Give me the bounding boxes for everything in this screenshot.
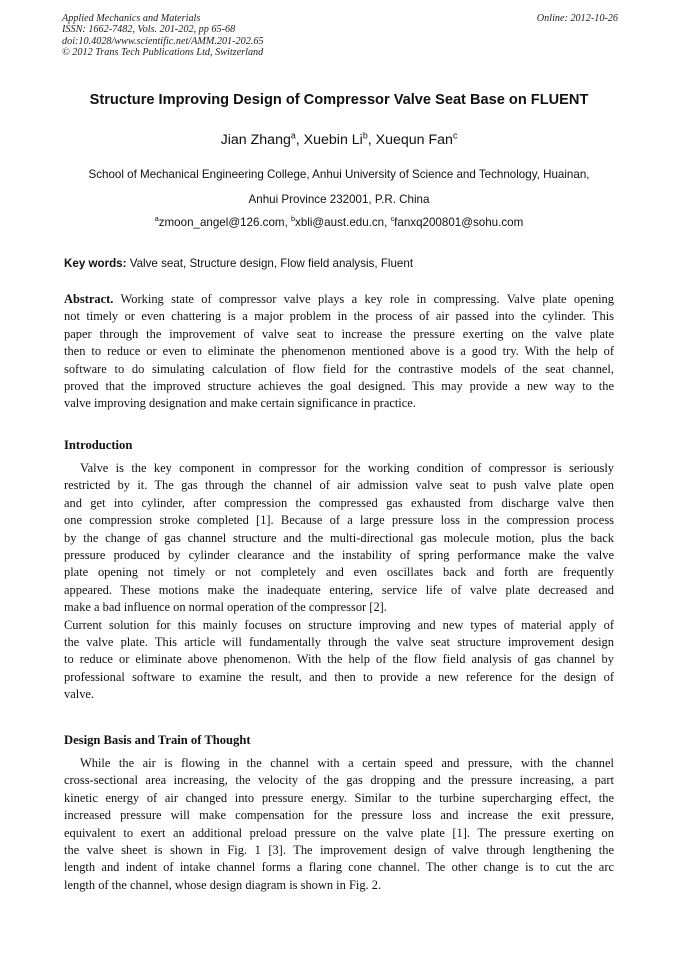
abstract-line (64, 291, 614, 308)
paragraph-line: length of the channel, whose design diagram is shown in Fig. 2. (64, 877, 382, 892)
author-list (0, 131, 678, 149)
abstract-line: valve improving designation and make certain significance in practice. (64, 396, 416, 411)
paragraph-line: While the air is flowing in the channel with a certain speed and pressure, with the channel (80, 756, 614, 770)
email-address[interactable]: fanxq200801@sohu.com (394, 216, 524, 229)
paragraph-line: appeared. These motions make the inadequate entering, service life of valve plate decreased and (64, 582, 614, 597)
abstract (64, 291, 614, 413)
journal-copyright: © 2012 Trans Tech Publications Ltd, Switzerland (62, 47, 264, 59)
paragraph-line: cross-sectional area increasing, the velocity of the gas dropping and the pressure increasing, a part (64, 773, 614, 788)
abstract-label: Abstract. (64, 292, 114, 306)
abstract-line: not timely or even chattering is a major problem in the process of air passed into the cylinder. This (64, 309, 614, 324)
paragraph-line: increased pressure will make compensation for the pressure loss and increase the exit pressure, (64, 808, 614, 823)
email-sup: b (291, 214, 296, 224)
abstract-line: then to reduce or even to eliminate the phenomenon mentioned above is a good try. With the help of (64, 344, 614, 359)
paragraph-line: pressure produced by cylinder clearance and the instability of spring performance make the valve (64, 547, 614, 562)
author-name: Xuebin Li (303, 132, 363, 148)
paragraph-line: one compression stroke completed [1]. Because of a large pressure loss in the compression process (64, 513, 614, 528)
email-sup: c (390, 214, 395, 224)
paragraph-line: plate opening not timely or not completely and even oscillates back and forth are frequently (64, 565, 614, 580)
affiliation-line-1: School of Mechanical Engineering College, Anhui University of Science and Technology, Huainan, (88, 168, 590, 181)
author-sup: c (452, 130, 458, 141)
affiliation-line-2: Anhui Province 232001, P.R. China (248, 193, 430, 206)
keywords-text: Valve seat, Structure design, Flow field analysis, Fluent (126, 257, 414, 270)
author-name: Jian Zhang (220, 132, 291, 148)
paragraph-line: restricted by it. The gas through the channel of air admission valve seat to push valve plate open (64, 478, 614, 493)
paragraph-line: make a bad influence on normal operation of the compressor [2]. (64, 600, 387, 615)
paper-title: Structure Improving Design of Compressor Valve Seat Base on FLUENT (89, 92, 589, 108)
journal-issn: ISSN: 1662-7482, Vols. 201-202, pp 65-68 (62, 24, 236, 36)
abstract-text: Working state of compressor valve plays a key role in compressing. Valve plate opening (113, 292, 614, 306)
abstract-line: proved that the improved structure achieves the goal designed. This may provide a new way to the (64, 378, 614, 393)
paragraph-line: Current solution for this mainly focuses on structure improving and new types of material apply of (64, 617, 614, 632)
email-address[interactable]: zmoon_angel@126.com, (158, 216, 292, 229)
paragraph-line: professional software to examine the result, and then to provide a new reference for the design of (64, 669, 614, 684)
paragraph-line: valve. (64, 687, 95, 702)
section-heading-design-basis: Design Basis and Train of Thought (64, 733, 251, 747)
abstract-line: software to do simulating calculation of flow field for the contrastive models of the seat channel, (64, 361, 614, 376)
online-date: Online: 2012-10-26 (536, 13, 618, 24)
paragraph-line: equivalent to exert an additional preload pressure on the valve plate [1]. The pressure exerting on (64, 825, 614, 840)
abstract-line: paper through the improvement of valve seat to increase the pressure exerting on the valve plate (64, 326, 614, 341)
paragraph-line: kinetic energy of air changed into pressure energy. Similar to the turbine supercharging effect, the (64, 790, 614, 805)
introduction-body (64, 460, 614, 703)
email-sup: a (154, 214, 159, 224)
author-separator: , (367, 132, 376, 148)
journal-name: Applied Mechanics and Materials (62, 13, 201, 24)
keywords (64, 257, 624, 271)
paragraph-line: the valve sheet is shown in Fig. 1 [3]. The improvement design of valve through lengthening the (64, 842, 614, 857)
keywords-label: Key words: (64, 257, 127, 270)
email-address[interactable]: xbli@aust.edu.cn, (295, 216, 391, 229)
paragraph-line: and get into cylinder, after compression the compressed gas exhausted from discharge valve then (64, 495, 614, 510)
paragraph-line: Valve is the key component in compressor for the working condition of compressor is seriously (80, 461, 614, 475)
author-separator: , (295, 132, 304, 148)
paragraph-line: by the change of gas channel structure and the multi-directional gas molecule motion, plus the back (64, 530, 614, 545)
paragraph-line: the valve plate. This article will fundamentally through the valve seat structure improvement design (64, 634, 614, 649)
author-sup: a (290, 130, 296, 141)
journal-header (62, 13, 618, 59)
journal-doi[interactable]: doi:10.4028/www.scientific.net/AMM.201-202.65 (62, 35, 264, 47)
section-heading-introduction: Introduction (64, 438, 133, 452)
author-sup: b (362, 130, 368, 141)
design-body (64, 755, 614, 894)
paragraph-line: length and indent of intake channel forms a flaring cone channel. The other change is to cut the arc (64, 860, 614, 875)
author-name: Xuequn Fan (375, 132, 453, 148)
paragraph-line: to reduce or eliminate above phenomenon. With the help of the flow field analysis of gas channel by (64, 652, 614, 667)
email-list (0, 216, 678, 230)
